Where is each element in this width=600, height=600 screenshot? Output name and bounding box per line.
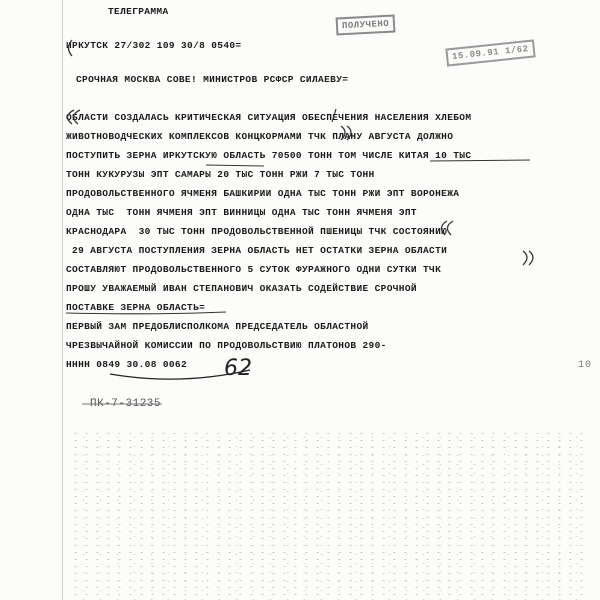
body-line-1: ОБЛАСТИ СОЗДАЛАСЬ КРИТИЧЕСКАЯ СИТУАЦИЯ ОБЕСПЕЧЕНИЯ НАСЕЛЕНИЯ ХЛЕБОМ — [66, 112, 472, 123]
body-line-6: ОДНА ТЫС ТОНН ЯЧМЕНЯ ЭПТ ВИННИЦЫ ОДНА ТЫС ТОНН ЯЧМЕНЯ ЭПТ — [66, 207, 417, 218]
closing-double-bracket-2 — [523, 251, 533, 265]
body-line-11: ПОСТАВКЕ ЗЕРНА ОБЛАСТЬ= — [66, 302, 206, 313]
signature-line-2: ЧРЕЗВЫЧАЙНОЙ КОМИССИИ ПО ПРОДОВОЛЬСТВИЮ ПЛАТОНОВ 290- — [66, 340, 387, 351]
body-line-10: ПРОШУ УВАЖАЕМЫЙ ИВАН СТЕПАНОВИЧ ОКАЗАТЬ СОДЕЙСТВИЕ СРОЧНОЙ — [66, 283, 417, 294]
handwritten-number-62: 62 — [224, 356, 252, 381]
telegram-header: ТЕЛЕГРАММА — [108, 6, 169, 17]
body-line-2: ЖИВОТНОВОДЧЕСКИХ КОМПЛЕКСОВ КОНЦКОРМАМИ ТЧК ПЛАНУ АВГУСТА ДОЛЖНО — [66, 131, 454, 142]
body-line-7: КРАСНОДАРА 30 ТЫС ТОНН ПРОДОВОЛЬСТВЕННОЙ ПШЕНИЦЫ ТЧК СОСТОЯНИЮ — [66, 226, 448, 237]
body-line-8: 29 АВГУСТА ПОСТУПЛЕНИЯ ЗЕРНА ОБЛАСТЬ НЕТ ОСТАТКИ ЗЕРНА ОБЛАСТИ — [66, 245, 448, 256]
opening-double-bracket-2 — [441, 221, 453, 235]
underline-kitaya — [430, 160, 530, 161]
right-margin-number: 10 — [578, 360, 593, 371]
received-stamp: ПОЛУЧЕНО — [336, 14, 396, 35]
signature-line-1: ПЕРВЫЙ ЗАМ ПРЕДОБЛИСПОЛКОМА ПРЕДСЕДАТЕЛЬ ОБЛАСТНОЙ — [66, 321, 369, 332]
slash-mark — [332, 109, 336, 122]
bracket-mark-routing — [69, 40, 73, 56]
body-line-5: ПРОДОВОЛЬСТВЕННОГО ЯЧМЕНЯ БАШКИРИИ ОДНА ТЫС ТОНН РЖИ ЭПТ ВОРОНЕЖА — [66, 188, 460, 199]
underline-postavke — [66, 312, 226, 314]
routing-line: ИРКУТСК 27/302 109 30/8 0540= — [66, 40, 242, 51]
closing-double-bracket-1 — [341, 126, 351, 140]
opening-double-bracket — [67, 110, 80, 124]
underline-oblast — [206, 165, 264, 166]
address-line: СРОЧНАЯ МОСКВА СОВЕ! МИНИСТРОВ РСФСР СИЛАЕВУ= — [76, 74, 349, 85]
body-line-3: ПОСТУПИТЬ ЗЕРНА ИРКУТСКУЮ ОБЛАСТЬ 70500 ТОНН ТОМ ЧИСЛЕ КИТАЯ 10 ТЫС — [66, 150, 472, 161]
signature-line-3: НННН 0849 30.08 0062 — [66, 359, 188, 370]
form-code: ПК-7-31235 — [90, 398, 162, 410]
registration-stamp: 15.09.91 1/62 — [445, 39, 535, 66]
body-line-4: ТОНН КУКУРУЗЫ ЭПТ САМАРЫ 20 ТЫС ТОНН РЖИ 7 ТЫС ТОНН — [66, 169, 375, 180]
body-line-9: СОСТАВЛЯЮТ ПРОДОВОЛЬСТВЕННОГО 5 СУТОК ФУРАЖНОГО ОДНИ СУТКИ ТЧК — [66, 264, 442, 275]
